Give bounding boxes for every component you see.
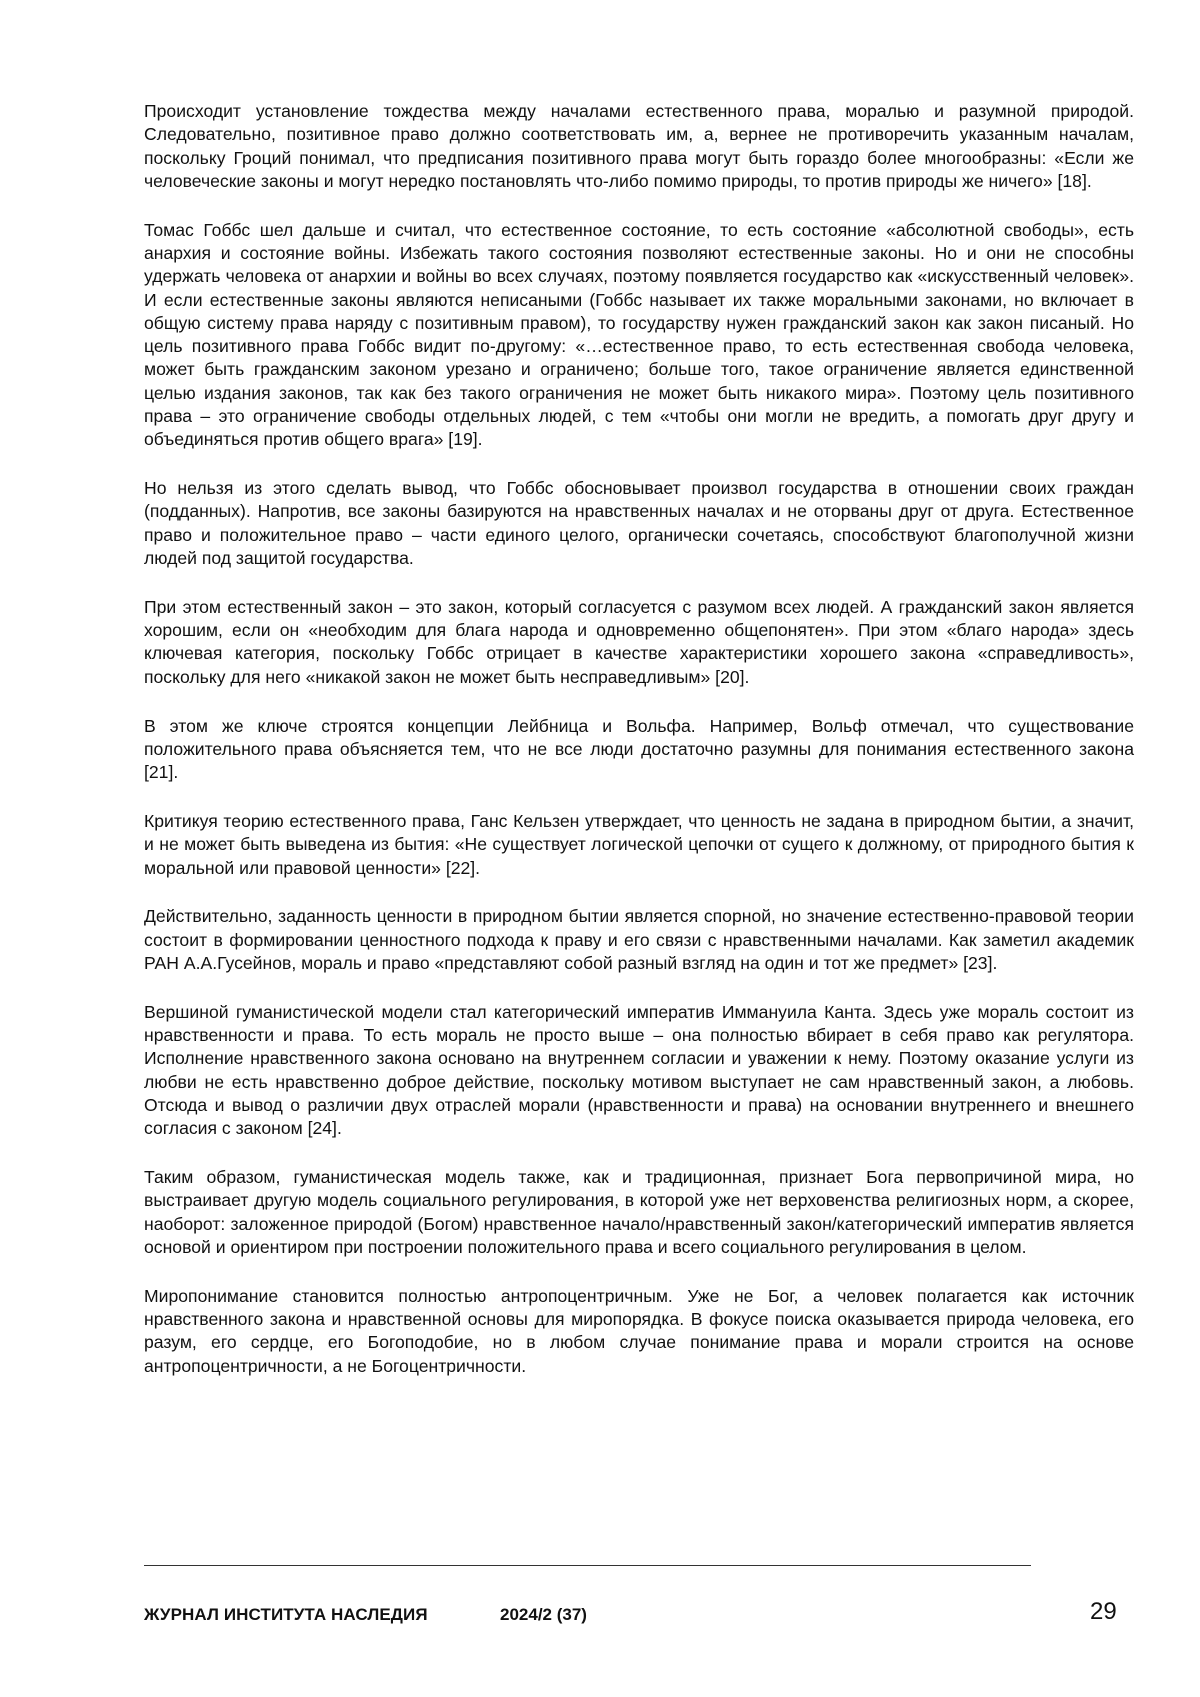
paragraph: Томас Гоббс шел дальше и считал, что естественное состояние, то есть состояние «абсолютной свободы», есть анархия и состояние войны. Избежать такого состояния позволяют естественные законы. Но и они не способны удержать человека от анархии и войны во всех случаях, поэтому появляется государство как «искусственный человек». И если естественные законы являются неписаными (Гоббс называет их также моральными законами, но включает в общую систему права наряду с позитивным правом), то государству нужен гражданский закон как закон писаный. Но цель позитивного права Гоббс видит по-другому: «…естественное право, то есть естественная свобода человека, может быть гражданским законом урезано и ограничено; больше того, такое ограничение является единственной целью издания законов, так как без такого ограничения не может быть никакого мира». Поэтому цель позитивного права – это ограничение свободы отдельных людей, с тем «чтобы они могли не вредить, а помогать друг другу и объединяться против общего врага» [19].	[144, 219, 1134, 450]
paragraph: Вершиной гуманистической модели стал категорический императив Иммануила Канта. Здесь уже мораль состоит из нравственности и права. То есть мораль не просто выше – она полностью вбирает в себя право как регулятора. Исполнение нравственного закона основано на внутреннем согласии и уважении к нему. Поэтому оказание услуги из любви не есть нравственно доброе действие, поскольку мотивом выступает не сам нравственный закон, а любовь. Отсюда и вывод о различии двух отраслей морали (нравственности и права) на основании внутреннего и внешнего согласия с законом [24].	[144, 1001, 1134, 1139]
paragraph: Действительно, заданность ценности в природном бытии является спорной, но значение естественно-правовой теории состоит в формировании ценностного подхода к праву и его связи с нравственными началами. Как заметил академик РАН А.А.Гусейнов, мораль и право «представляют собой разный взгляд на один и тот же предмет» [23].	[144, 906, 1134, 973]
page-number: 29	[1090, 1598, 1117, 1625]
paragraph: При этом естественный закон – это закон, который согласуется с разумом всех людей. А гражданский закон является хорошим, если он «необходим для блага народа и одновременно общепонятен». При этом «благо народа» здесь ключевая категория, поскольку Гоббс отрицает в качестве характеристики хорошего закона «справедливость», поскольку для него «никакой закон не может быть несправедливым» [20].	[144, 596, 1134, 687]
article-body	[144, 100, 1134, 1403]
paragraph: Но нельзя из этого сделать вывод, что Гоббс обосновывает произвол государства в отношении своих граждан (подданных). Напротив, все законы базируются на нравственных началах и не оторваны друг от друга. Естественное право и положительное право – части единого целого, органически сочетаясь, способствуют благополучной жизни людей под защитой государства.	[144, 478, 1134, 569]
footer-divider	[144, 1565, 1031, 1566]
paragraph: Миропонимание становится полностью антропоцентричным. Уже не Бог, а человек полагается как источник нравственного закона и нравственной основы для миропорядка. В фокусе поиска оказывается природа человека, его разум, его сердце, его Богоподобие, но в любом случае понимание права и морали строится на основе антропоцентричности, а не Богоцентричности.	[144, 1285, 1134, 1376]
paragraph: В этом же ключе строятся концепции Лейбница и Вольфа. Например, Вольф отмечал, что существование положительного права объясняется тем, что не все люди достаточно разумны для понимания естественного закона [21].	[144, 715, 1134, 783]
paragraph: Таким образом, гуманистическая модель также, как и традиционная, признает Бога первопричиной мира, но выстраивает другую модель социального регулирования, в которой уже нет верховенства религиозных норм, а скорее, наоборот: заложенное природой (Богом) нравственное начало/нравственный закон/категорический императив является основой и ориентиром при построении положительного права и всего социального регулирования в целом.	[144, 1166, 1134, 1257]
journal-name: ЖУРНАЛ ИНСТИТУТА НАСЛЕДИЯ	[144, 1605, 428, 1624]
paragraph: Критикуя теорию естественного права, Ганс Кельзен утверждает, что ценность не задана в природном бытии, а значит, и не может быть выведена из бытия: «Не существует логической цепочки от сущего к должному, от природного бытия к моральной или правовой ценности» [22].	[144, 810, 1134, 878]
paragraph: Происходит установление тождества между началами естественного права, моралью и разумной природой. Следовательно, позитивное право должно соответствовать им, а, вернее не противоречить указанным началам, поскольку Гроций понимал, что предписания позитивного права могут быть гораздо более многообразны: «Если же человеческие законы и могут нередко постановлять что-либо помимо природы, то против природы же ничего» [18].	[144, 101, 1134, 191]
journal-issue: 2024/2 (37)	[500, 1605, 587, 1624]
